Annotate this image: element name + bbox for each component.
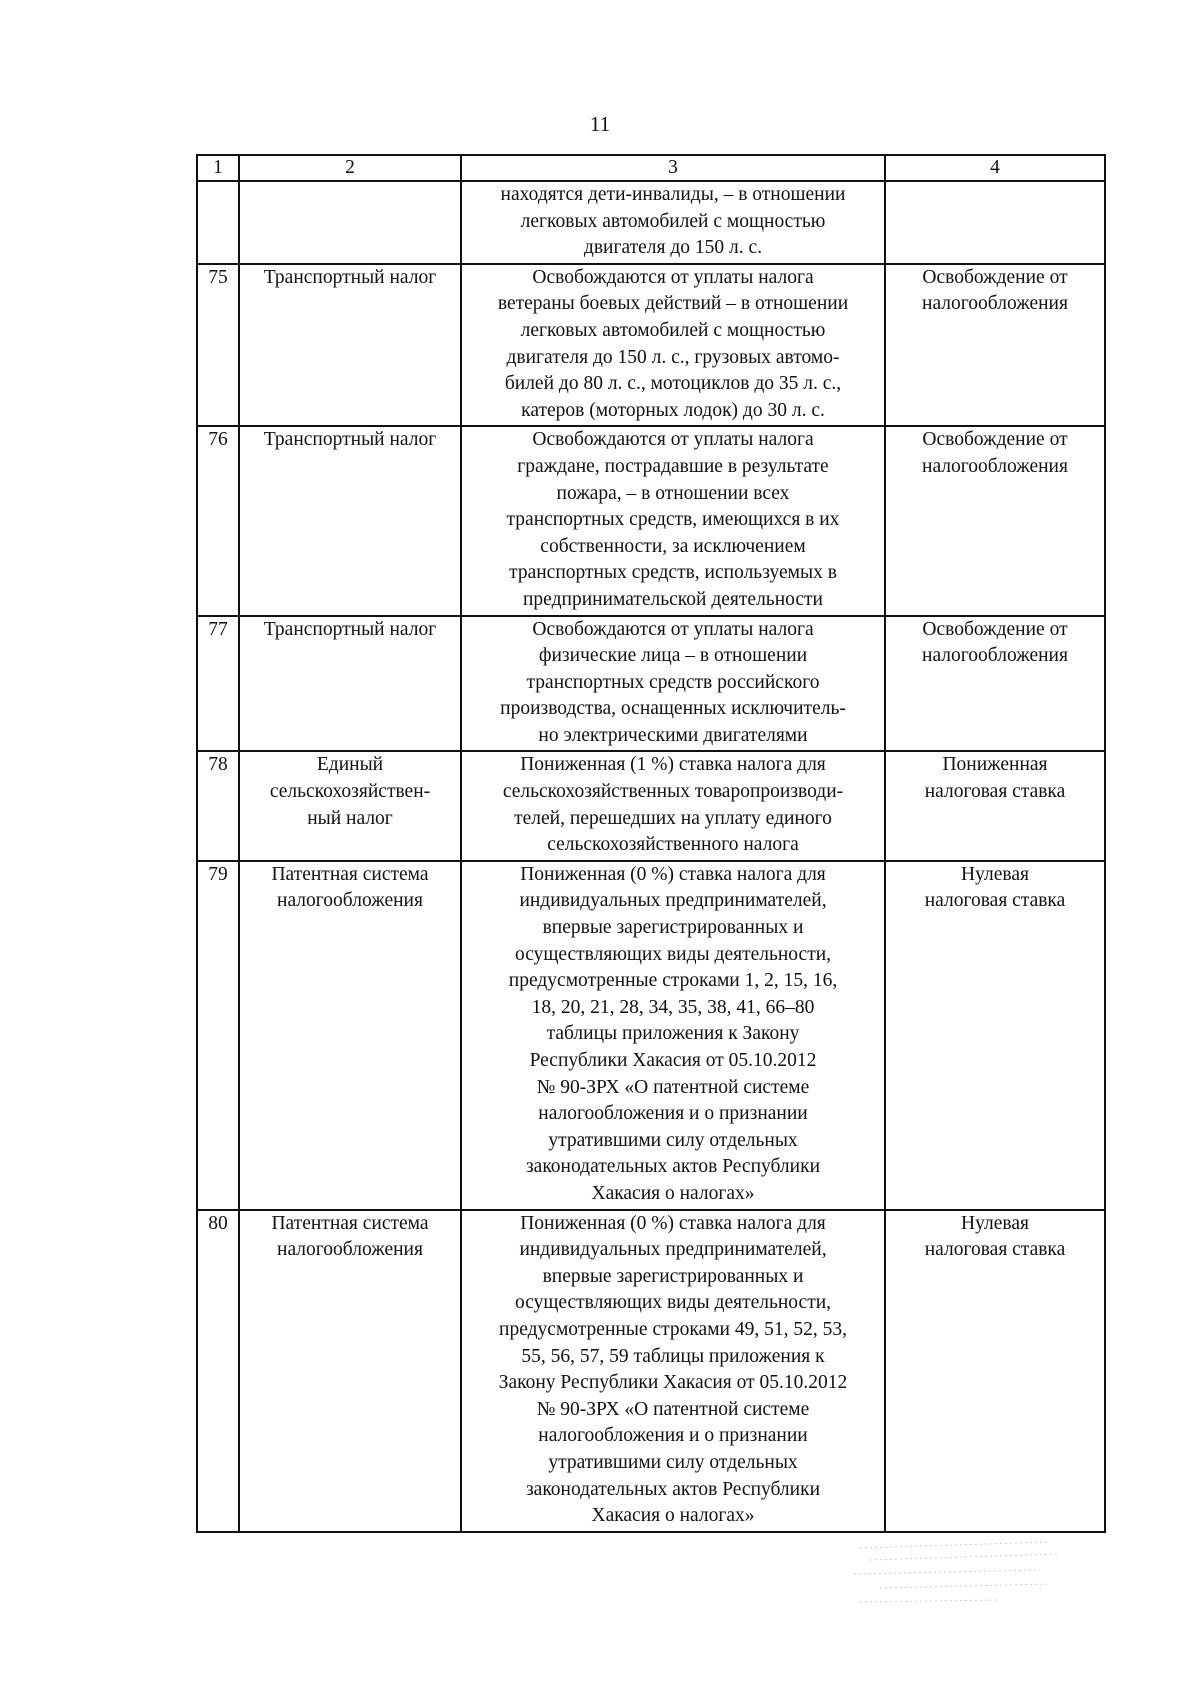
benefit-description-line: индивидуальных предпринимателей, [519, 890, 827, 912]
benefit-type-cell [885, 264, 1105, 427]
tax-name-cell [239, 616, 461, 752]
benefit-description-line: двигателя до 150 л. с. [583, 237, 763, 259]
benefit-description-line: впервые зарегистрированных и [542, 917, 804, 939]
benefit-type-line: Пониженная [942, 754, 1048, 776]
benefit-description-line: Закону Республики Хакасия от 05.10.2012 [498, 1372, 848, 1394]
benefit-type-line: налоговая ставка [924, 781, 1066, 803]
header-col-2: 2 [239, 155, 461, 181]
benefit-description-line: двигателя до 150 л. с., грузовых автомо- [506, 346, 840, 368]
benefit-type-cell [885, 426, 1105, 615]
tax-benefits-table [196, 154, 1106, 1533]
benefit-description-line: № 90-ЗРХ «О патентной системе [536, 1076, 810, 1098]
benefit-description-cell [461, 1210, 885, 1532]
header-col-3: 3 [461, 155, 885, 181]
benefit-description-line: катеров (моторных лодок) до 30 л. с. [521, 399, 825, 421]
table-row [197, 181, 1105, 264]
benefit-description-line: производства, оснащенных исключитель- [500, 698, 846, 720]
benefit-type-cell [885, 1210, 1105, 1532]
header-row [197, 155, 1105, 181]
benefit-description-line: предпринимательской деятельности [523, 588, 823, 610]
table-header [197, 155, 1105, 181]
row-number: 80 [197, 1210, 239, 1532]
benefit-description-line: Хакасия о налогах» [591, 1505, 755, 1527]
tax-name-cell [239, 426, 461, 615]
benefit-description-cell [461, 181, 885, 264]
tax-name-line: Транспортный налог [263, 429, 437, 451]
benefit-description-line: легковых автомобилей с мощностью [520, 210, 826, 232]
tax-name-line: ный налог [307, 807, 393, 829]
benefit-description-cell [461, 264, 885, 427]
table-row [197, 1210, 1105, 1532]
header-col-4: 4 [885, 155, 1105, 181]
tax-name-line: сельскохозяйствен- [269, 781, 431, 803]
benefit-description-cell [461, 616, 885, 752]
header-col-1: 1 [197, 155, 239, 181]
benefit-description-line: впервые зарегистрированных и [542, 1265, 804, 1287]
tax-name-line: Патентная система [271, 863, 429, 885]
benefit-description-line: осуществляющих виды деятельности, [514, 943, 832, 965]
table-row [197, 426, 1105, 615]
benefit-description-line: законодательных актов Республики [525, 1478, 821, 1500]
benefit-description-line: 18, 20, 21, 28, 34, 35, 38, 41, 66–80 [531, 996, 815, 1018]
benefit-description-line: предусмотренные строками 1, 2, 15, 16, [508, 970, 838, 992]
benefit-description-line: граждане, пострадавшие в результате [517, 455, 829, 477]
benefit-description-cell [461, 751, 885, 860]
benefit-description-line: физические лица – в отношении [538, 645, 808, 667]
tax-name-line: Транспортный налог [263, 266, 437, 288]
row-number: 77 [197, 616, 239, 752]
table-row [197, 751, 1105, 860]
benefit-description-line: пожара, – в отношении всех [556, 482, 790, 504]
benefit-type-line: налогообложения [922, 645, 1068, 667]
row-number [197, 181, 239, 264]
table-row [197, 264, 1105, 427]
table-row [197, 616, 1105, 752]
tax-name-cell [239, 181, 461, 264]
table-body [197, 181, 1105, 1532]
benefit-type-line: Освобождение от [922, 429, 1068, 451]
benefit-description-cell [461, 861, 885, 1210]
benefit-description-line: индивидуальных предпринимателей, [519, 1239, 827, 1261]
tax-name-cell [239, 751, 461, 860]
benefit-description-line: транспортных средств, имеющихся в их [506, 509, 840, 531]
benefit-type-cell [885, 861, 1105, 1210]
benefit-description-line: но электрическими двигателями [538, 724, 808, 746]
benefit-type-line: Нулевая [961, 863, 1029, 885]
tax-name-line: налогообложения [277, 1239, 423, 1261]
benefit-description-line: находятся дети-инвалиды, – в отношении [500, 184, 846, 205]
row-number: 79 [197, 861, 239, 1210]
tax-name-line: Патентная система [271, 1212, 429, 1234]
benefit-description-line: билей до 80 л. с., мотоциклов до 35 л. с., [504, 373, 842, 395]
tax-name-line: Транспортный налог [263, 618, 437, 640]
benefit-type-cell [885, 751, 1105, 860]
benefit-description-line: таблицы приложения к Закону [546, 1023, 800, 1045]
benefit-description-line: законодательных актов Республики [525, 1156, 821, 1178]
benefit-description-line: утратившими силу отдельных [548, 1451, 798, 1473]
benefit-description-line: Освобождаются от уплаты налога [532, 266, 814, 288]
tax-name-cell [239, 861, 461, 1210]
row-number: 78 [197, 751, 239, 860]
benefit-description-cell [461, 426, 885, 615]
tax-name-cell [239, 264, 461, 427]
benefit-type-line: Нулевая [961, 1212, 1029, 1234]
benefit-description-line: предусмотренные строками 49, 51, 52, 53, [499, 1318, 847, 1340]
row-number: 76 [197, 426, 239, 615]
benefit-type-cell [885, 616, 1105, 752]
benefit-description-line: Хакасия о налогах» [591, 1182, 755, 1204]
benefit-description-line: 55, 56, 57, 59 таблицы приложения к [521, 1345, 825, 1367]
benefit-description-line: ветераны боевых действий – в отношении [497, 293, 849, 315]
benefit-description-line: транспортных средств российского [526, 671, 820, 693]
table-row [197, 861, 1105, 1210]
benefit-description-line: налогообложения и о признании [538, 1425, 808, 1447]
benefit-description-line: утратившими силу отдельных [548, 1129, 798, 1151]
benefit-description-line: Пониженная (0 %) ставка налога для [520, 1212, 826, 1234]
benefit-description-line: легковых автомобилей с мощностью [520, 319, 826, 341]
benefit-description-line: сельскохозяйственных товаропроизводи- [502, 781, 844, 803]
benefit-description-line: Освобождаются от уплаты налога [532, 618, 814, 640]
benefit-description-line: транспортных средств, используемых в [509, 562, 837, 584]
tax-name-line: Единый [316, 754, 384, 776]
tax-name-cell [239, 1210, 461, 1532]
benefit-description-line: Освобождаются от уплаты налога [532, 429, 814, 451]
benefit-type-line: Освобождение от [922, 618, 1068, 640]
benefit-type-line: налоговая ставка [924, 890, 1066, 912]
benefit-description-line: № 90-ЗРХ «О патентной системе [536, 1398, 810, 1420]
benefit-type-cell [885, 181, 1105, 264]
benefit-type-line: Освобождение от [922, 266, 1068, 288]
benefit-type-line: налоговая ставка [924, 1239, 1066, 1261]
benefit-description-line: осуществляющих виды деятельности, [514, 1292, 832, 1314]
benefit-type-line: налогообложения [922, 455, 1068, 477]
benefit-description-line: собственности, за исключением [540, 535, 806, 557]
row-number: 75 [197, 264, 239, 427]
benefit-type-line: налогообложения [922, 293, 1068, 315]
benefit-description-line: Пониженная (0 %) ставка налога для [520, 863, 826, 885]
benefit-description-line: Пониженная (1 %) ставка налога для [520, 754, 826, 776]
page-number: 11 [589, 112, 611, 136]
faded-stamp [850, 1538, 1070, 1618]
tax-name-line: налогообложения [277, 890, 423, 912]
benefit-description-line: телей, перешедших на уплату единого [514, 807, 832, 829]
benefit-description-line: сельскохозяйственного налога [547, 834, 799, 856]
benefit-description-line: налогообложения и о признании [538, 1103, 808, 1125]
benefit-description-line: Республики Хакасия от 05.10.2012 [529, 1050, 817, 1071]
